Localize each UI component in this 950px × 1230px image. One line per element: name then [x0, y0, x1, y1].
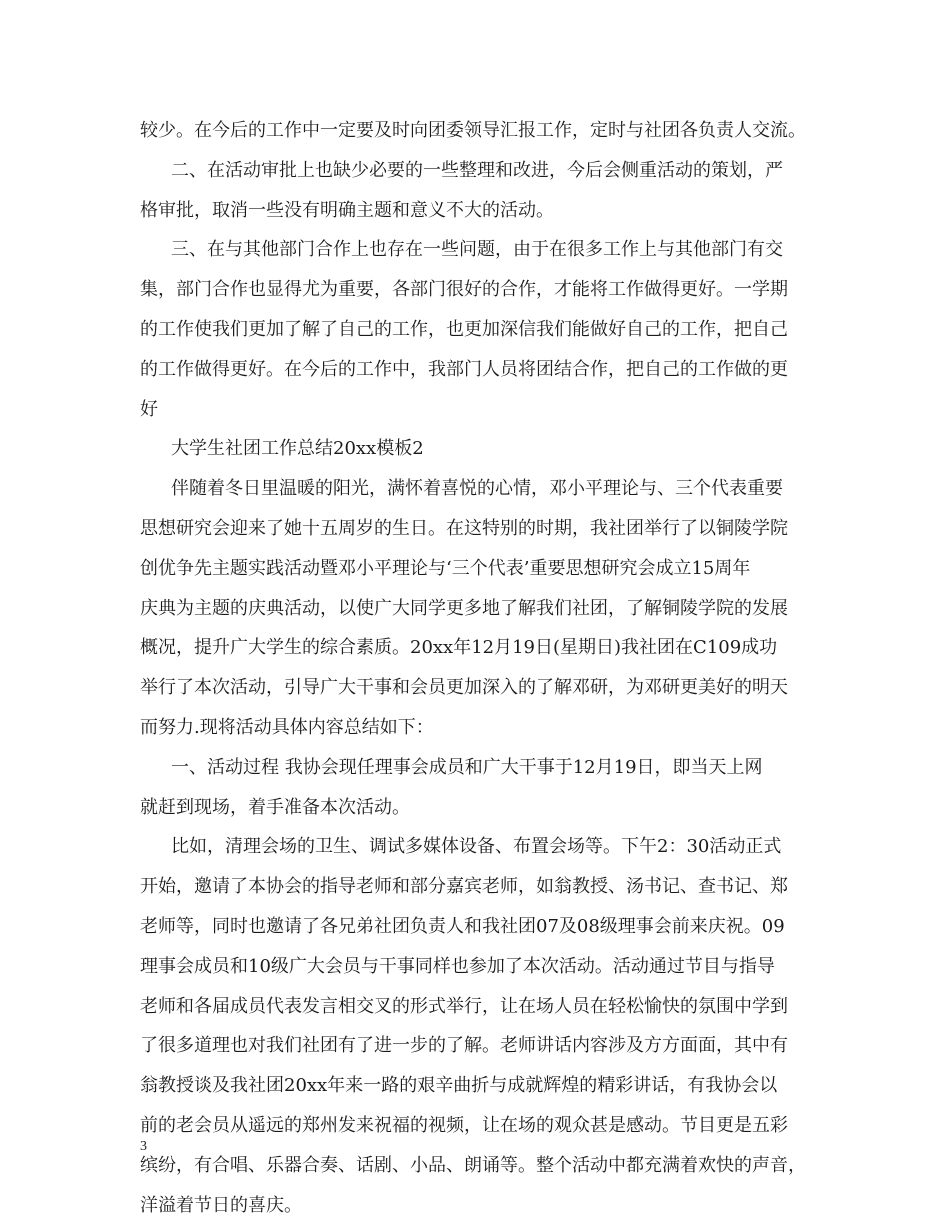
text-line: 缤纷，有合唱、乐器合奏、话剧、小品、朗诵等。整个活动中都充满着欢快的声音，: [140, 1154, 806, 1176]
text-line: 前的老会员从遥远的郑州发来祝福的视频，让在场的观众甚是感动。节目更是五彩: [140, 1114, 788, 1136]
text-line: 一、活动过程 我协会现任理事会成员和广大干事于12月19日，即当天上网: [171, 756, 763, 778]
text-line: 而努力.现将活动具体内容总结如下：: [140, 716, 434, 738]
text-line: 伴随着冬日里温暖的阳光，满怀着喜悦的心情，邓小平理论与、三个代表重要: [171, 478, 783, 500]
text-line: 洋溢着节日的喜庆。: [140, 1194, 302, 1216]
text-line: 老师等，同时也邀请了各兄弟社团负责人和我社团07及08级理事会前来庆祝。09: [140, 915, 785, 937]
text-line: 集，部门合作也显得尤为重要，各部门很好的合作，才能将工作做得更好。一学期: [140, 279, 788, 301]
text-line: 创优争先主题实践活动暨邓小平理论与‘三个代表’重要思想研究会成立15周年: [140, 557, 751, 579]
text-line: 翁教授谈及我社团20xx年来一路的艰辛曲折与成就辉煌的精彩讲话，有我协会以: [140, 1075, 778, 1097]
text-line: 格审批，取消一些没有明确主题和意义不大的活动。: [140, 199, 554, 221]
text-line: 就赶到现场，着手准备本次活动。: [140, 796, 410, 818]
text-line: 二、在活动审批上也缺少必要的一些整理和改进，今后会侧重活动的策划，严: [171, 159, 783, 181]
text-line: 三、在与其他部门合作上也存在一些问题，由于在很多工作上与其他部门有交: [171, 239, 783, 261]
text-line: 的工作做得更好。在今后的工作中，我部门人员将团结合作，把自己的工作做的更: [140, 358, 788, 380]
text-line: 开始，邀请了本协会的指导老师和部分嘉宾老师，如翁教授、汤书记、查书记、郑: [140, 876, 788, 898]
text-line: 思想研究会迎来了她十五周岁的生日。在这特别的时期，我社团举行了以铜陵学院: [140, 517, 788, 539]
text-line: 了很多道理也对我们社团有了进一步的了解。老师讲话内容涉及方方面面，其中有: [140, 1035, 788, 1057]
text-line: 理事会成员和10级广大会员与干事同样也参加了本次活动。活动通过节目与指导: [140, 955, 775, 977]
text-line: 老师和各届成员代表发言相交叉的形式举行，让在场人员在轻松愉快的氛围中学到: [140, 995, 788, 1017]
text-line: 好: [140, 398, 158, 420]
page-number: 3: [140, 1139, 147, 1154]
text-line: 概况，提升广大学生的综合素质。20xx年12月19日(星期日)我社团在C109成功: [140, 637, 778, 659]
text-line: 比如，清理会场的卫生、调试多媒体设备、布置会场等。下午2：30活动正式: [171, 836, 782, 858]
text-line: 庆典为主题的庆典活动，以使广大同学更多地了解我们社团，了解铜陵学院的发展: [140, 597, 788, 619]
document-body: [140, 111, 840, 1225]
section-title: 大学生社团工作总结20xx模板2: [171, 438, 424, 460]
text-line: 较少。在今后的工作中一定要及时向团委领导汇报工作，定时与社团各负责人交流。: [140, 120, 806, 141]
text-line: 举行了本次活动，引导广大干事和会员更加深入的了解邓研，为邓研更美好的明天: [140, 677, 788, 699]
text-line: 的工作使我们更加了解了自己的工作，也更加深信我们能做好自己的工作，把自己: [140, 318, 788, 340]
